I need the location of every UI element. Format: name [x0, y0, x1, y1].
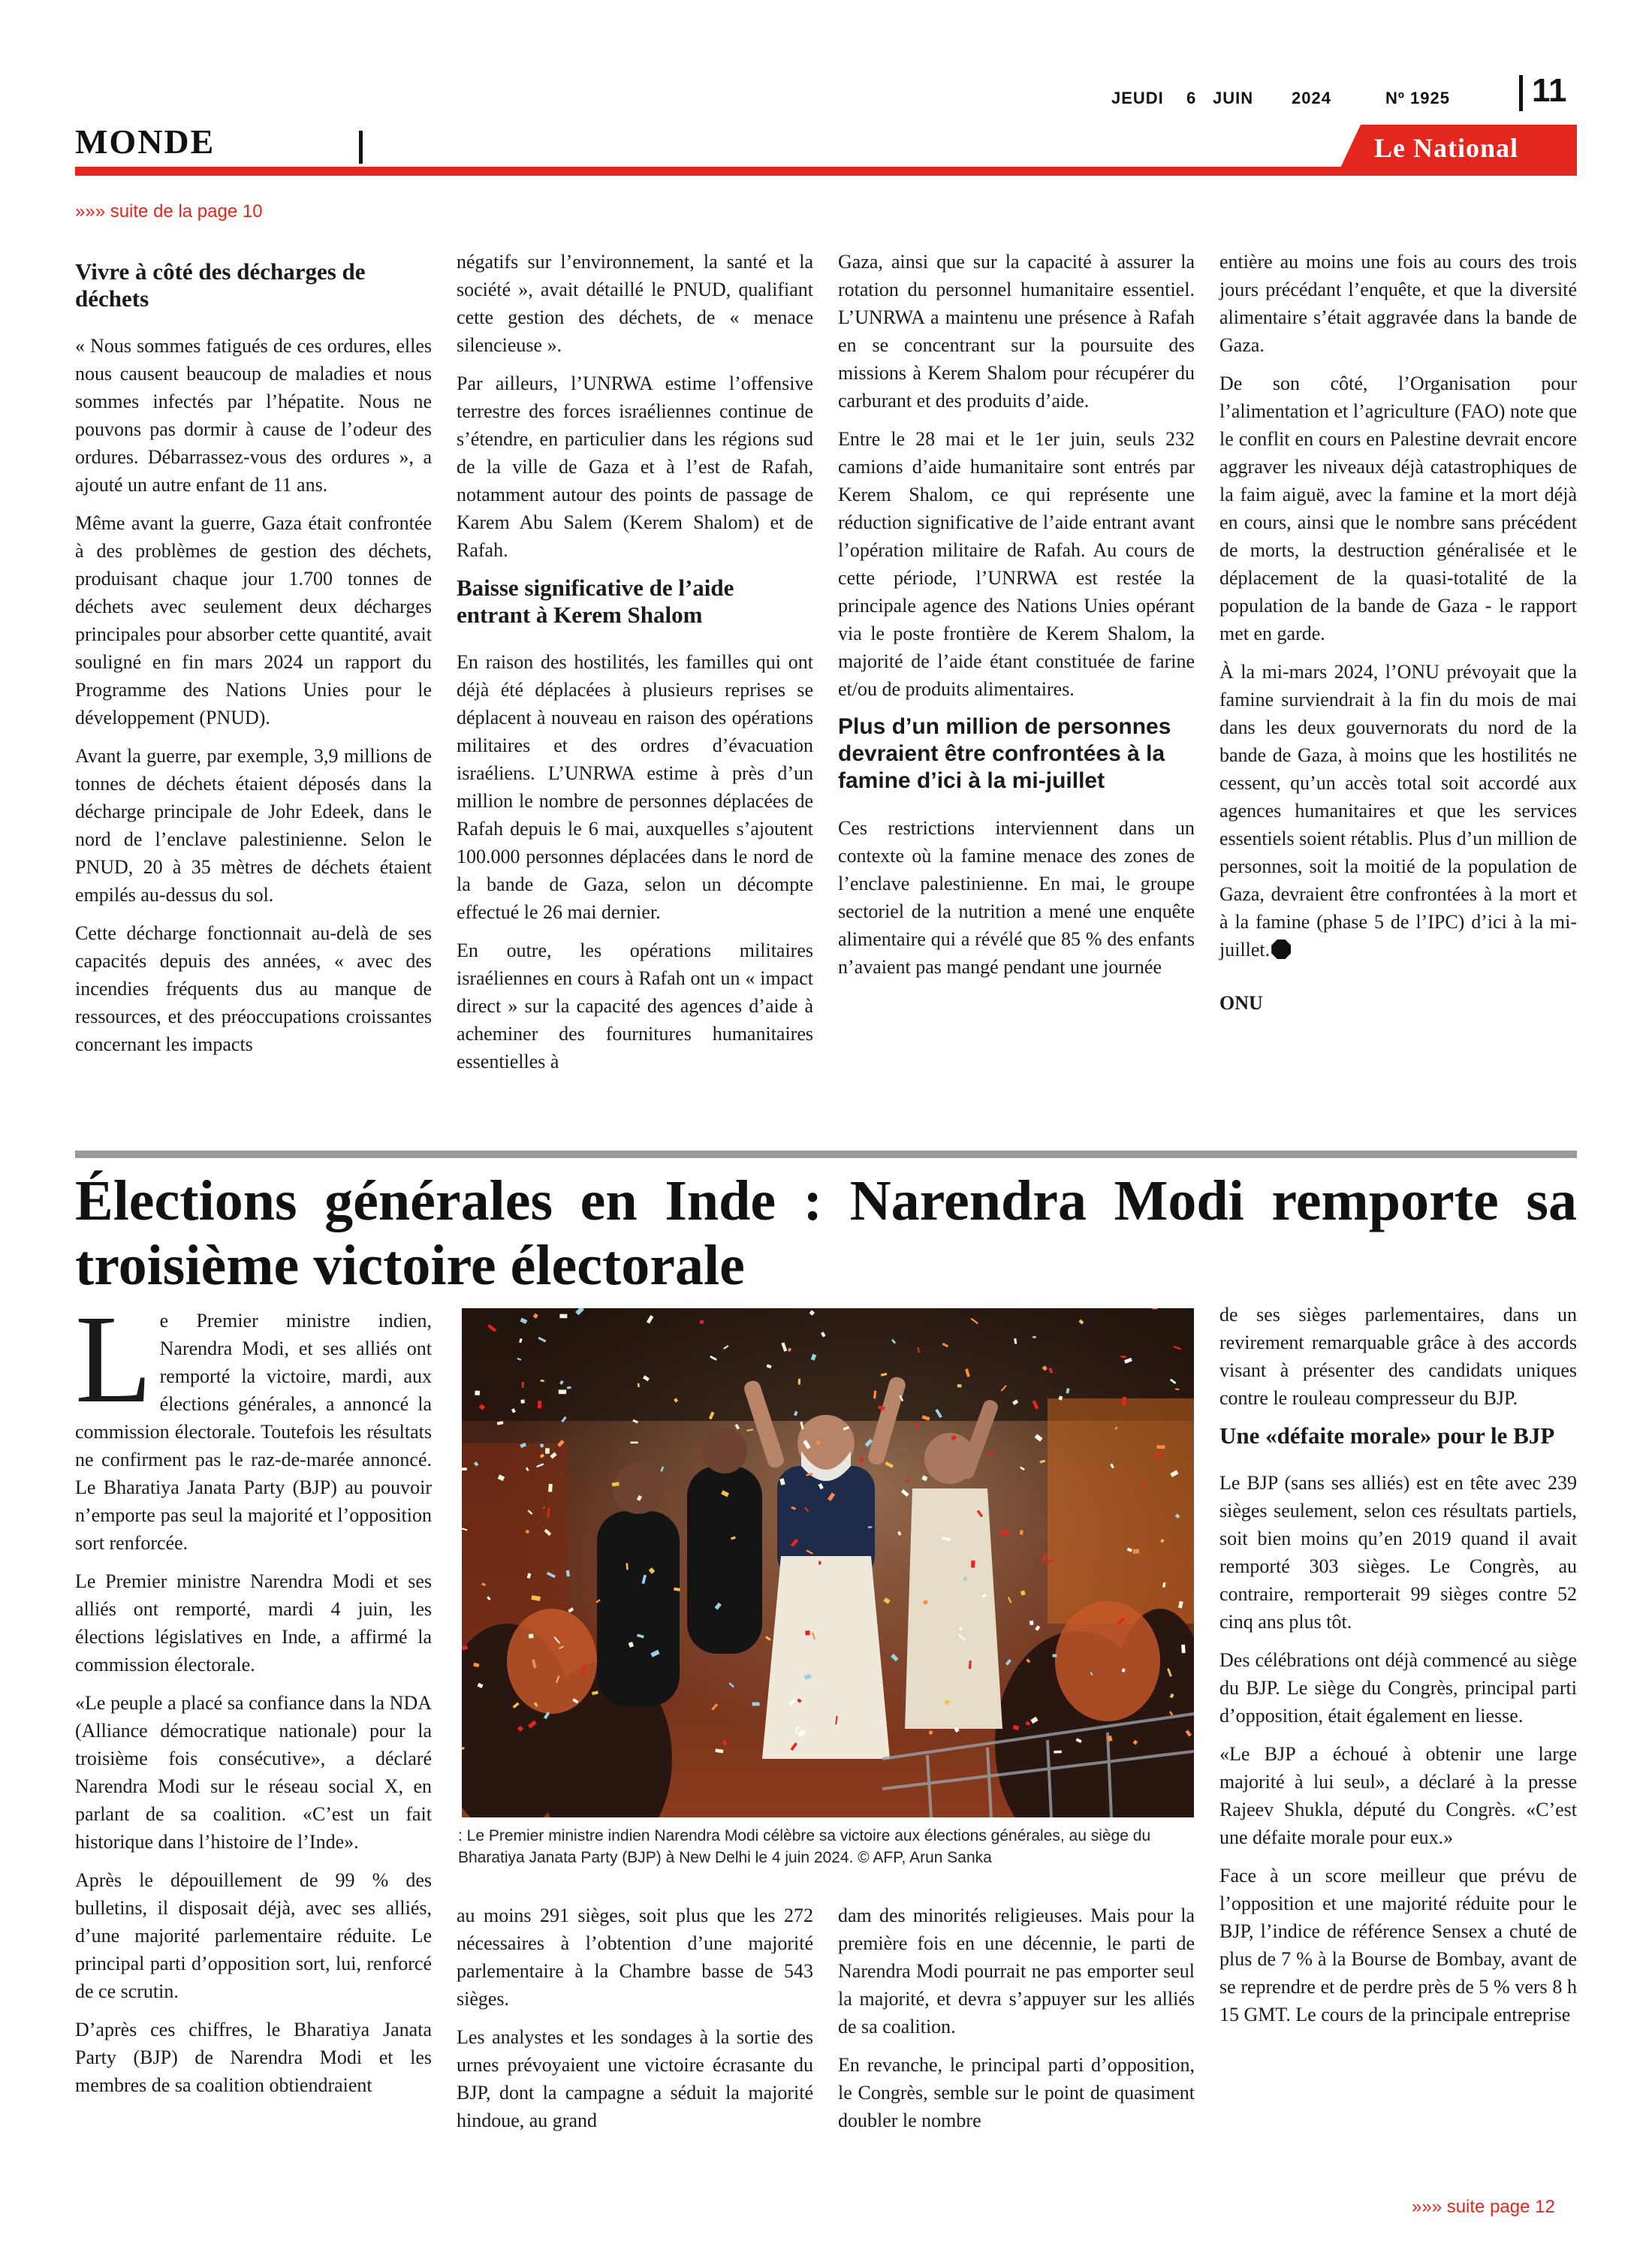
paragraph: dam des minorités religieuses. Mais pour la première fois en une décennie, le parti de Narendra Modi pourrait ne pas emporter seul la majorité, et devra s’appuyer sur les alliés de sa coalition. — [838, 1905, 1195, 2037]
confetti-piece — [971, 1561, 975, 1568]
confetti-piece — [989, 1452, 993, 1455]
confetti-piece — [548, 1484, 553, 1492]
confetti-piece — [529, 1633, 534, 1638]
paragraph: Cette décharge fonctionnait au-delà de ses capacités depuis des années, « avec des incendies fréquents dus au manque de ressources, et des préoccupations croissantes concernant les impacts — [75, 922, 432, 1055]
paragraph: Des célébrations ont déjà commencé au siège du BJP. Le siège du Congrès, principal parti d’opposition, était également en liesse. — [1219, 1649, 1577, 1727]
section-divider — [359, 131, 363, 164]
paragraph: Face à un score meilleur que prévu de l’opposition et une majorité réduite pour le BJP, l’indice de référence Sensex a chuté de plus de 7 % à la Bourse de Bombay, avant de se reprendre et de perdre près de 5 % vers 8 h 15 GMT. Le cours de la principale entreprise — [1219, 1865, 1577, 2025]
confetti-piece — [818, 1561, 821, 1564]
paragraph: Même avant la guerre, Gaza était confrontée à des problèmes de gestion des déchets, produisant chaque jour 1.700 tonnes de déchets avec seulement deux décharges principales pour absorber cette quantité, avait souligné en fin mars 2024 un rapport du Programme des Nations Unies pour le développement (PNUD). — [75, 512, 432, 728]
paragraph: Gaza, ainsi que sur la capacité à assurer la rotation du personnel humanitaire essentiel. L’UNRWA a maintenu une présence à Rafah en se concentrant sur la poursuite des missions à Kerem Shalom pour récupérer du carburant et des produits d’aide. — [838, 251, 1195, 412]
confetti-piece — [1156, 1445, 1165, 1449]
article-photo — [462, 1308, 1194, 1817]
page-number: 11 — [1532, 72, 1567, 109]
lead-text: e Premier ministre indien, Narendra Modi, et ses alliés ont remporté la victoire, mardi, aux élections générales, a annoncé la commission électorale. Toutefois les résultats ne confirment pas le raz-de-marée annoncé. Le Bharatiya Janata Party (BJP) au pouvoir n’emporte pas seul la majorité et l’opposition sort renforcée. — [75, 1310, 432, 1554]
paragraph: Les analystes et les sondages à la sortie des urnes prévoyaient une victoire écrasante du BJP, dont la campagne a séduit la majorité hindoue, au grand — [457, 2026, 813, 2131]
paragraph: En raison des hostilités, les familles qui ont déjà été déplacées à plusieurs reprises se déplacent à nouveau en raison des opérations militaires et des ordres d’évacuation israéliens. L’UNRWA estime à près d’un million le nombre de personnes déplacées de Rafah depuis le 6 mai, auxquelles s’ajoutent 100.000 personnes déplacées dans le nord de la bande de Gaza, selon un décompte effectué le 26 mai dernier. — [457, 651, 813, 923]
confetti-piece — [1032, 1336, 1036, 1338]
gaza-column-2 — [457, 248, 813, 1086]
paragraph: D’après ces chiffres, le Bharatiya Janata Party (BJP) de Narendra Modi et les membres de sa coalition obtiendraient — [75, 2019, 432, 2096]
paragraph: de ses sièges parlementaires, dans un revirement remarquable grâce à des accords visant à présenter des candidats uniques contre le rouleau compresseur du BJP. — [1219, 1304, 1577, 1409]
inde-column-4 — [1219, 1301, 1577, 2039]
confetti-piece — [1029, 1621, 1034, 1625]
confetti-piece — [752, 1703, 760, 1706]
issue-year: 2024 — [1292, 89, 1331, 107]
inde-column-3 — [838, 1902, 1195, 2145]
confetti-piece — [522, 1382, 524, 1388]
article-signature: ONU — [1219, 992, 1263, 1014]
gaza-column-4 — [1219, 248, 1577, 1027]
paragraph: De son côté, l’Organisation pour l’alimentation et l’agriculture (FAO) note que le conflit en cours en Palestine devrait encore aggraver les niveaux déjà catastrophiques de la faim aiguë, avec la famine et la mort déjà en cours, ainsi que le nombre sans précédent de morts, la destruction généralisée et le déplacement de la quasi-totalité de la population de la bande de Gaza - le rapport met en garde. — [1219, 372, 1577, 644]
confetti-piece — [545, 1448, 550, 1454]
paragraph-text: À la mi-mars 2024, l’ONU prévoyait que la famine surviendrait à la fin du mois de mai dans les deux gouvernorats du nord de la bande de Gaza, à moins que les hostilités ne cessent, qu’un accès total soit accordé aux agences humanitaires et que les services essentiels soient rétablis. Plus d’un million de personnes, soit la moitié de la population de Gaza, devraient être confrontées à la mort et à la famine (phase 5 de l’IPC) d’ici à la mi-juillet. — [1219, 661, 1577, 961]
confetti-piece — [805, 1630, 810, 1635]
celebration-photo-illustration — [462, 1308, 1194, 1817]
article-headline: Élections générales en Inde : Narendra Modi remporte sa troisième victoire électorale — [75, 1169, 1577, 1297]
paragraph-last — [1219, 658, 1577, 964]
end-of-article-icon — [1271, 940, 1291, 959]
inde-subheading: Une «défaite morale» pour le BJP — [1219, 1422, 1555, 1449]
inde-column-2 — [457, 1902, 813, 2145]
confetti-piece — [638, 1383, 640, 1387]
paragraph: au moins 291 sièges, soit plus que les 272 nécessaires à l’obtention d’une majorité parlementaire à la Chambre basse de 543 sièges. — [457, 1905, 813, 2010]
confetti-piece — [462, 1467, 467, 1470]
confetti-piece — [1175, 1389, 1179, 1390]
lead-paragraph — [75, 1289, 432, 1557]
confetti-piece — [816, 1440, 821, 1444]
paragraph: En revanche, le principal parti d’opposition, le Congrès, semble sur le point de quasiment doubler le nombre — [838, 2054, 1195, 2131]
gaza-column-3 — [838, 248, 1195, 991]
inde-column-1 — [75, 1289, 432, 2110]
confetti-piece — [798, 1379, 801, 1385]
confetti-piece — [631, 1442, 638, 1444]
paragraph: Ces restrictions interviennent dans un contexte où la famine menace des zones de l’enclave palestinienne. En mai, le groupe sectoriel de la nutrition a mené une enquête alimentaire qui a révélé que 85 % des enfants n’avaient pas mangé pendant une journée — [838, 817, 1195, 978]
confetti-piece — [1132, 1549, 1139, 1554]
continued-from: »»» suite de la page 10 — [75, 201, 263, 222]
photo-caption: : Le Premier ministre indien Narendra Modi célèbre sa victoire aux élections générales, au siège du Bharatiya Janata Party (BJP) à New Delhi le 4 juin 2024. © AFP, Arun Sanka — [458, 1827, 1151, 1866]
confetti-piece — [538, 1401, 541, 1408]
confetti-piece — [559, 1314, 567, 1319]
confetti-piece — [520, 1399, 525, 1403]
paragraph: Le Premier ministre Narendra Modi et ses alliés ont remporté, mardi 4 juin, les élections législatives en Inde, a affirmé la commission électorale. — [75, 1570, 432, 1675]
continued-to: »»» suite page 12 — [1412, 2197, 1555, 2217]
paragraph: Par ailleurs, l’UNRWA estime l’offensive terrestre des forces israéliennes continue de s’étendre, en particulier dans les régions sud de la ville de Gaza et à l’est de Rafah, notamment autour des points de passage de Karem Abu Salem (Kerem Shalom) et de Rafah. — [457, 372, 813, 561]
confetti-piece — [559, 1390, 566, 1395]
paragraph: Le BJP (sans ses alliés) est en tête avec 239 sièges seulement, selon ces résultats partiels, soit bien moins qu’en 2019 quand il avait remporté 303 sièges. Le Congrès, au contraire, remporterait 99 sièges contre 52 cinq ans plus tôt. — [1219, 1472, 1577, 1633]
section-label: MONDE — [75, 122, 216, 161]
brand-name: Le National — [1374, 133, 1519, 163]
article-separator — [75, 1151, 1577, 1158]
confetti-piece — [1020, 1530, 1023, 1534]
drop-cap: L — [75, 1289, 152, 1429]
gaza-column-1 — [75, 252, 432, 1069]
paragraph: En outre, les opérations militaires israéliennes en cours à Rafah ont un « impact direct » sur la capacité des agences d’aide à acheminer des fournitures humanitaires essentielles à — [457, 940, 813, 1072]
paragraph: Après le dépouillement de 99 % des bulletins, il disposait déjà, avec ses alliés, d’une majorité parlementaire réduite. Le principal parti d’opposition sort, lui, renforcé de ce scrutin. — [75, 1869, 432, 2002]
paragraph: entière au moins une fois au cours des trois jours précédant l’enquête, et que la diversité alimentaire s’était aggravée dans la bande de Gaza. — [1219, 251, 1577, 356]
confetti-piece — [1054, 1751, 1062, 1754]
paragraph: «Le BJP a échoué à obtenir une large majorité à lui seul», a déclaré à la presse Rajeev Shukla, député du Congrès. «C’est une défaite morale pour eux.» — [1219, 1743, 1577, 1848]
confetti-piece — [945, 1700, 949, 1705]
paragraph: Avant la guerre, par exemple, 3,9 millions de tonnes de déchets étaient déposés dans la décharge principale de Johr Edeek, dans le nord de l’enclave palestinienne. Selon le PNUD, 20 à 35 mètres de déchets étaient empilés au-dessus du sol. — [75, 745, 432, 906]
issue-day: JEUDI — [1111, 89, 1164, 107]
confetti-piece — [1181, 1645, 1186, 1654]
paragraph: « Nous sommes fatigués de ces ordures, elles nous causent beaucoup de maladies et nous sommes infectés par l’hépatite. Nous ne pouvons pas dormir à cause de l’odeur des ordures. Débarrassez-vous des ordures », a ajouté un autre enfant de 11 ans. — [75, 335, 432, 496]
paragraph: «Le peuple a placé sa confiance dans la NDA (Alliance démocratique nationale) pour la troisième fois consécutive», a déclaré Narendra Modi sur le réseau social X, en parlant de sa coalition. «C’est un fait historique dans l’histoire de l’Inde». — [75, 1692, 432, 1853]
issue-number: Nº 1925 — [1385, 89, 1450, 107]
gaza-subheading-2: Baisse significative de l’aide entrant à Kerem Shalom — [457, 575, 734, 628]
issue-month: JUIN — [1213, 89, 1254, 107]
issue-date: 6 — [1186, 89, 1197, 107]
page-number-divider — [1519, 75, 1523, 111]
gaza-subheading-1: Vivre à côté des décharges de déchets — [75, 258, 366, 312]
confetti-piece — [1052, 1654, 1057, 1657]
paragraph: négatifs sur l’environnement, la santé et la société », avait détaillé le PNUD, qualifiant cette gestion des déchets, de « menace silencieuse ». — [457, 251, 813, 356]
paragraph: Entre le 28 mai et le 1er juin, seuls 232 camions d’aide humanitaire sont entrés par Kerem Shalom, ce qui représente une réduction significative de l’aide entrant avant l’opération militaire de Rafah. Au cours de cette période, l’UNRWA est restée la principale agence des Nations Unies opérant via le poste frontière de Kerem Shalom, la majorité de l’aide étant constituée de farine et/ou de produits alimentaires. — [838, 428, 1195, 700]
confetti-piece — [700, 1320, 704, 1324]
confetti-piece — [957, 1384, 962, 1387]
gaza-subheading-3: Plus d’un million de personnes devraient être confrontées à la famine d’ici à la mi-juillet — [838, 714, 1171, 793]
confetti-piece — [475, 1391, 480, 1395]
